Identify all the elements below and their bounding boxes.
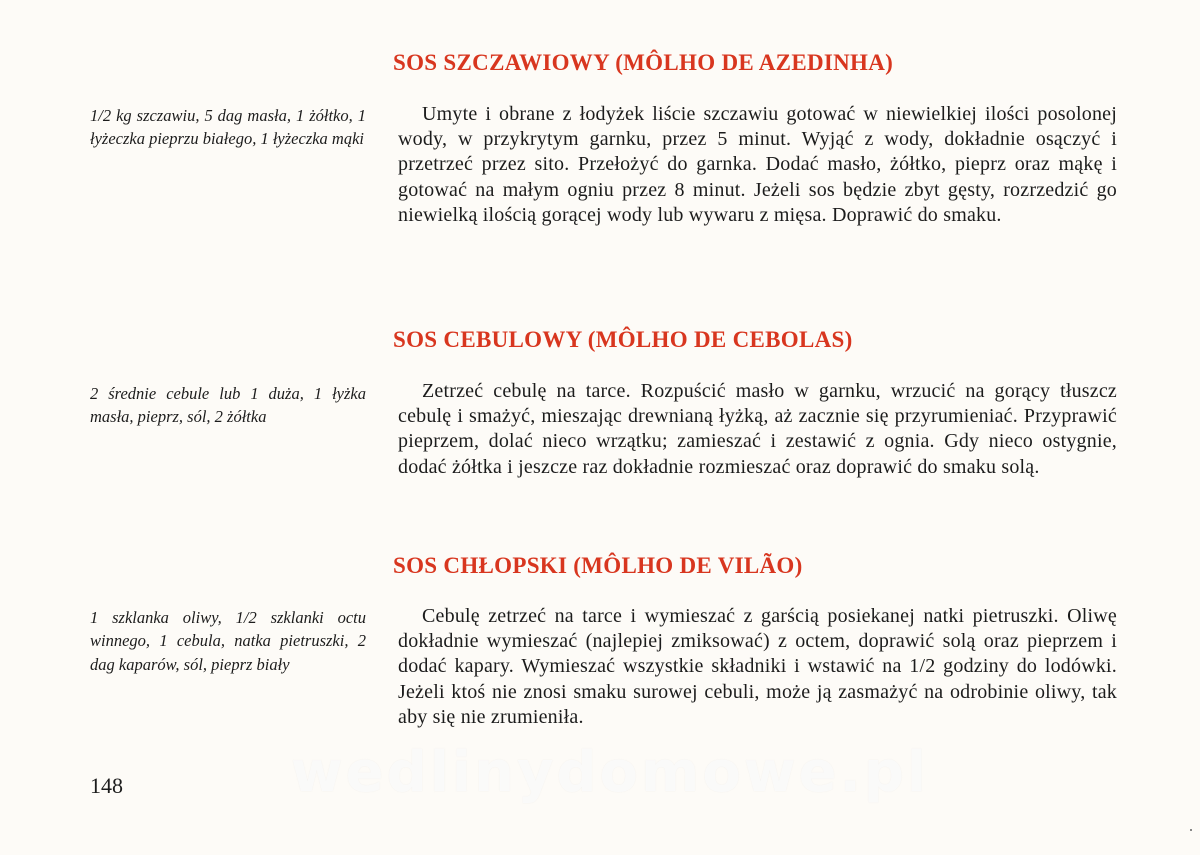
scan-speck <box>1190 829 1192 831</box>
recipe-title-peasant: SOS CHŁOPSKI (MÔLHO DE VILÃO) <box>393 553 803 578</box>
ingredients-onion: 2 średnie cebule lub 1 duża, 1 łyżka masła, pieprz, sól, 2 żółtka <box>90 384 366 427</box>
instructions-sorrel: Umyte i obrane z łodyżek liście szczawiu gotować w niewielkiej ilości posolonej wody, w przykrytym garnku, przez 5 minut. Wyjąć z wody, dokładnie osączyć i przetrzeć przez sito. Przełożyć do garnka. Dodać masło, żółtko, pieprz oraz mąkę i gotować na małym ogniu przez 8 minut. Jeżeli sos będzie zbyt gęsty, rozrzedzić go niewielką ilością gorącej wody lub wywaru z mięsa. Doprawić do smaku. <box>398 103 1117 226</box>
recipe-title-sorrel: SOS SZCZAWIOWY (MÔLHO DE AZEDINHA) <box>393 50 894 75</box>
page-number: 148 <box>90 773 123 798</box>
ingredients-sorrel: 1/2 kg szczawiu, 5 dag masła, 1 żółtko, 1 łyżeczka pieprzu białego, 1 łyżeczka mąki <box>90 106 366 149</box>
ingredients-peasant: 1 szklanka oliwy, 1/2 szklanki octu winnego, 1 cebula, natka pietruszki, 2 dag kaparów, sól, pieprz biały <box>90 608 366 674</box>
instructions-peasant: Cebulę zetrzeć na tarce i wymieszać z garścią posiekanej natki pietruszki. Oliwę dokładnie wymieszać (najlepiej zmiksować) z octem, doprawić solą oraz pieprzem i dodać kapary. Wymieszać wszystkie składniki i wstawić na 1/2 godziny do lodówki. Jeżeli ktoś nie znosi smaku surowej cebuli, może ją zasmażyć na odrobinie oliwy, tak aby się nie zrumieniła. <box>398 605 1117 728</box>
watermark: wedlinydomowe.pl <box>290 740 930 805</box>
instructions-onion: Zetrzeć cebulę na tarce. Rozpuścić masło w garnku, wrzucić na gorący tłuszcz cebulę i smażyć, mieszając drewnianą łyżką, aż zacznie się przyrumieniać. Przyprawić pieprzem, dolać nieco wrzątku; zamieszać i zestawić z ognia. Gdy nieco ostygnie, dodać żółtka i jeszcze raz dokładnie rozmieszać oraz doprawić do smaku solą. <box>398 380 1117 478</box>
recipe-title-onion: SOS CEBULOWY (MÔLHO DE CEBOLAS) <box>393 327 853 352</box>
